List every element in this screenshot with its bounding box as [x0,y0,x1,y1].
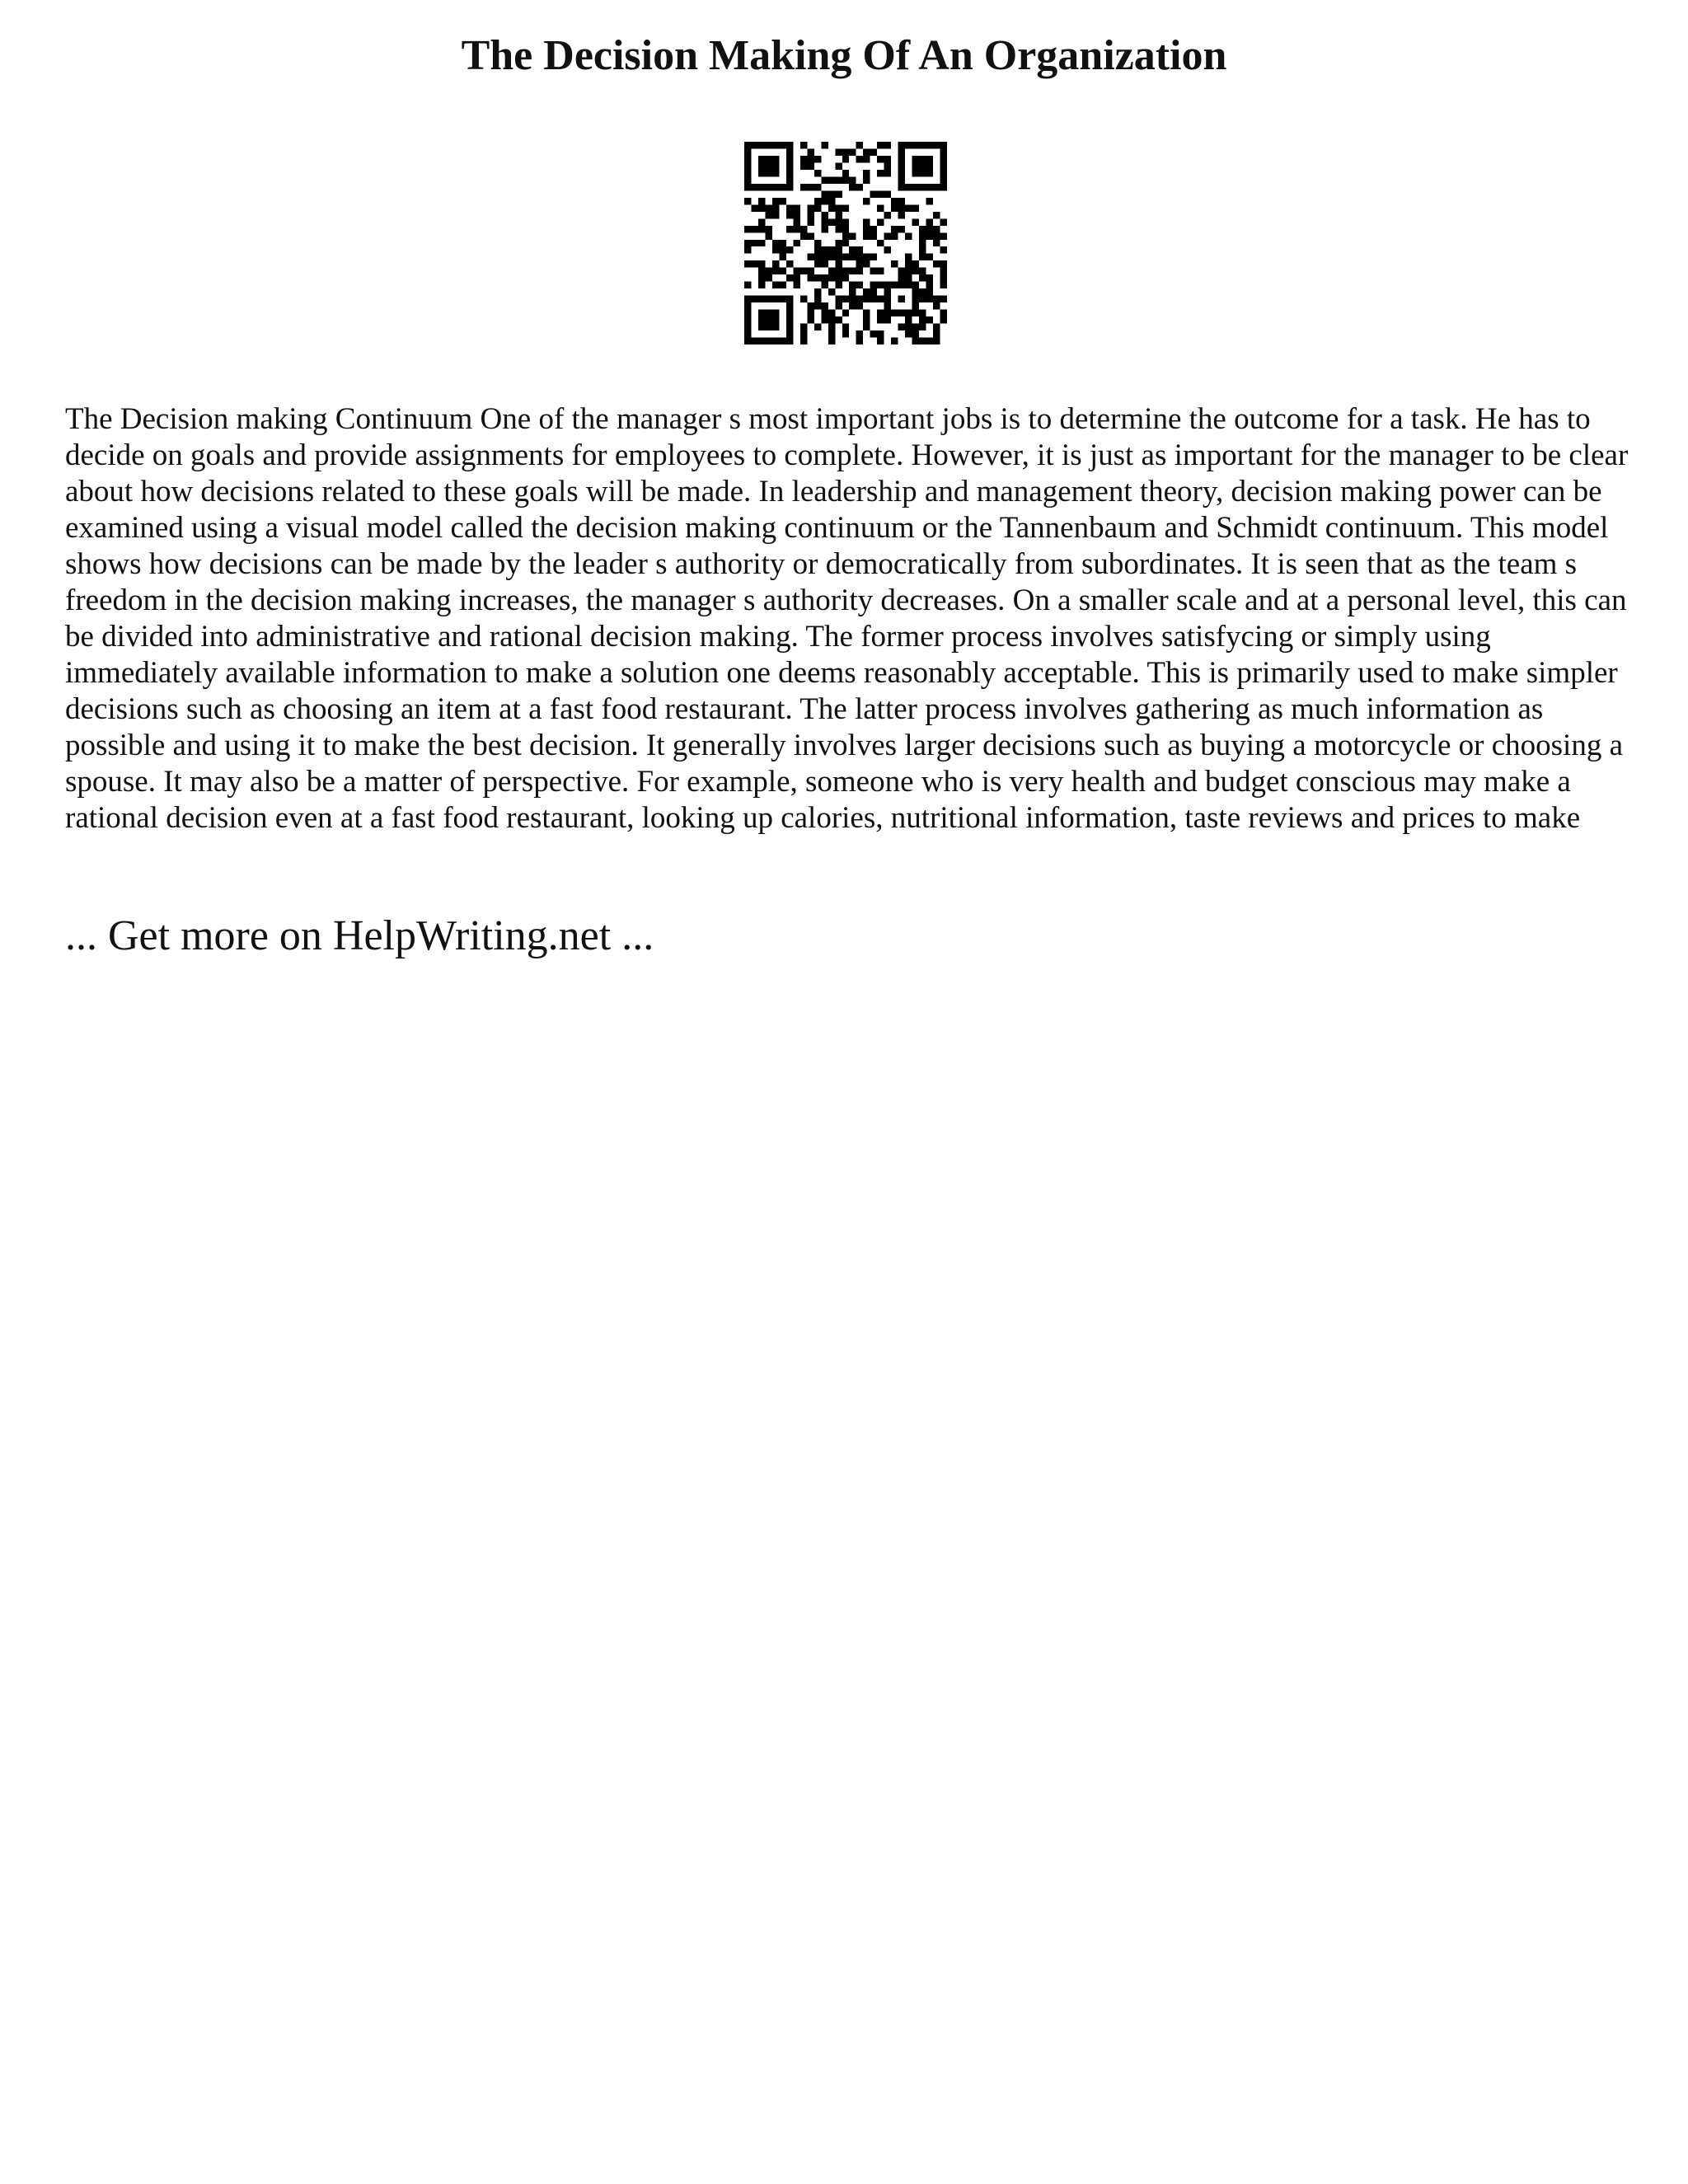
page-title: The Decision Making Of An Organization [461,32,1227,79]
article-body: The Decision making Continuum One of the manager s most important jobs is to determine the outcome for a task. He has to decide on goals and provide assignments for employees to complete. However, it is just as important for the manager to be clear about how decisions related to these goals will be made. In leadership and management theory, decision making power can be examined using a visual model called the decision making continuum or the Tannenbaum and Schmidt continuum. This model shows how decisions can be made by the leader s authority or democratically from subordinates. It is seen that as the team s freedom in the decision making increases, the manager s authority decreases. On a smaller scale and at a personal level, this can be divided into administrative and rational decision making. The former process involves satisfycing or simply using immediately available information to make a solution one deems reasonably acceptable. This is primarily used to make simpler decisions such as choosing an item at a fast food restaurant. The latter process involves gathering as much information as possible and using it to make the best decision. It generally involves larger decisions such as buying a motorcycle or choosing a spouse. It may also be a matter of perspective. For example, someone who is very health and budget conscious may make a rational decision even at a fast food restaurant, looking up calories, nutritional information, taste reviews and prices to make [65,402,1629,835]
get-more-link[interactable]: ... Get more on HelpWriting.net ... [65,912,654,959]
qr-code-icon [744,142,947,344]
